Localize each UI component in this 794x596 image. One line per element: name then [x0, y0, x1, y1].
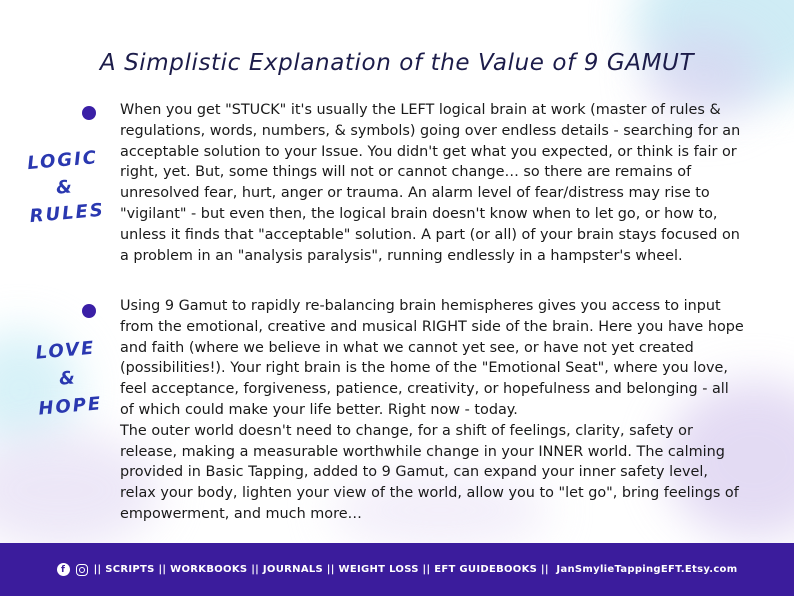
section-label-line: RULES: [28, 199, 106, 228]
section-label-line: LOVE: [34, 337, 97, 364]
section-label-love-hope: [23, 338, 113, 419]
page-title: A Simplistic Explanation of the Value of 9 GAMUT: [99, 50, 695, 76]
facebook-icon[interactable]: f: [57, 563, 70, 576]
footer-link-workbooks[interactable]: WORKBOOKS ||: [170, 564, 260, 575]
footer-link-scripts[interactable]: || SCRIPTS ||: [93, 564, 167, 575]
footer-bar: [0, 543, 794, 596]
footer-link-journals[interactable]: JOURNALS ||: [262, 564, 335, 575]
footer-link-etsy-shop[interactable]: JanSmylieTappingEFT.Etsy.com: [556, 564, 738, 575]
instagram-icon[interactable]: [76, 564, 88, 576]
bullet-icon: [82, 304, 96, 318]
paragraph: Using 9 Gamut to rapidly re-balancing brain hemispheres gives you access to input from the emotional, creative and musical RIGHT side of the brain. Here you have hope and faith (where we believe in what we cannot yet see, or have not yet created (possibilities!). Your right brain is the home of the "Emotional Seat", where you love, feel acceptance, forgiveness, patience, creativity, or hopefulness and belonging - all of which could make your life better. Right now - today.: [120, 298, 744, 418]
section-text: [120, 100, 746, 266]
footer-link-weight-loss[interactable]: WEIGHT LOSS ||: [338, 564, 431, 575]
section-label-line: &: [58, 367, 78, 390]
section-label-logic-rules: [19, 148, 111, 226]
section-label-line: &: [55, 176, 75, 199]
section-label-line: LOGIC: [26, 147, 99, 175]
bullet-icon: [82, 106, 96, 120]
footer-link-eft-guidebooks[interactable]: EFT GUIDEBOOKS ||: [434, 564, 549, 575]
paragraph: The outer world doesn't need to change, for a shift of feelings, clarity, safety or release, making a measurable worthwhile change in your INNER world. The calming provided in Basic Tapping, added to 9 Gamut, can expand your inner safety level, relax your body, lighten your view of the world, allow you to "let go", bring feelings of empowerment, and much more…: [120, 422, 739, 522]
section-text: [120, 296, 746, 525]
section-label-line: HOPE: [37, 393, 104, 420]
paragraph: When you get "STUCK" it's usually the LEFT logical brain at work (master of rules & regulations, words, numbers, & symbols) going over endless details - searching for an acceptable solution to your Issue. You didn't get what you expected, or think is fair or right, yet. But, some things will not or cannot change… so there are remains of unresolved fear, hurt, anger or trauma. An alarm level of fear/distress may rise to "vigilant" - but even then, the logical brain doesn't know when to let go, or how to, unless it finds that "acceptable" solution. A part (or all) of your brain stays focused on a problem in an "analysis paralysis", running endlessly in a hampster's wheel.: [120, 102, 741, 264]
